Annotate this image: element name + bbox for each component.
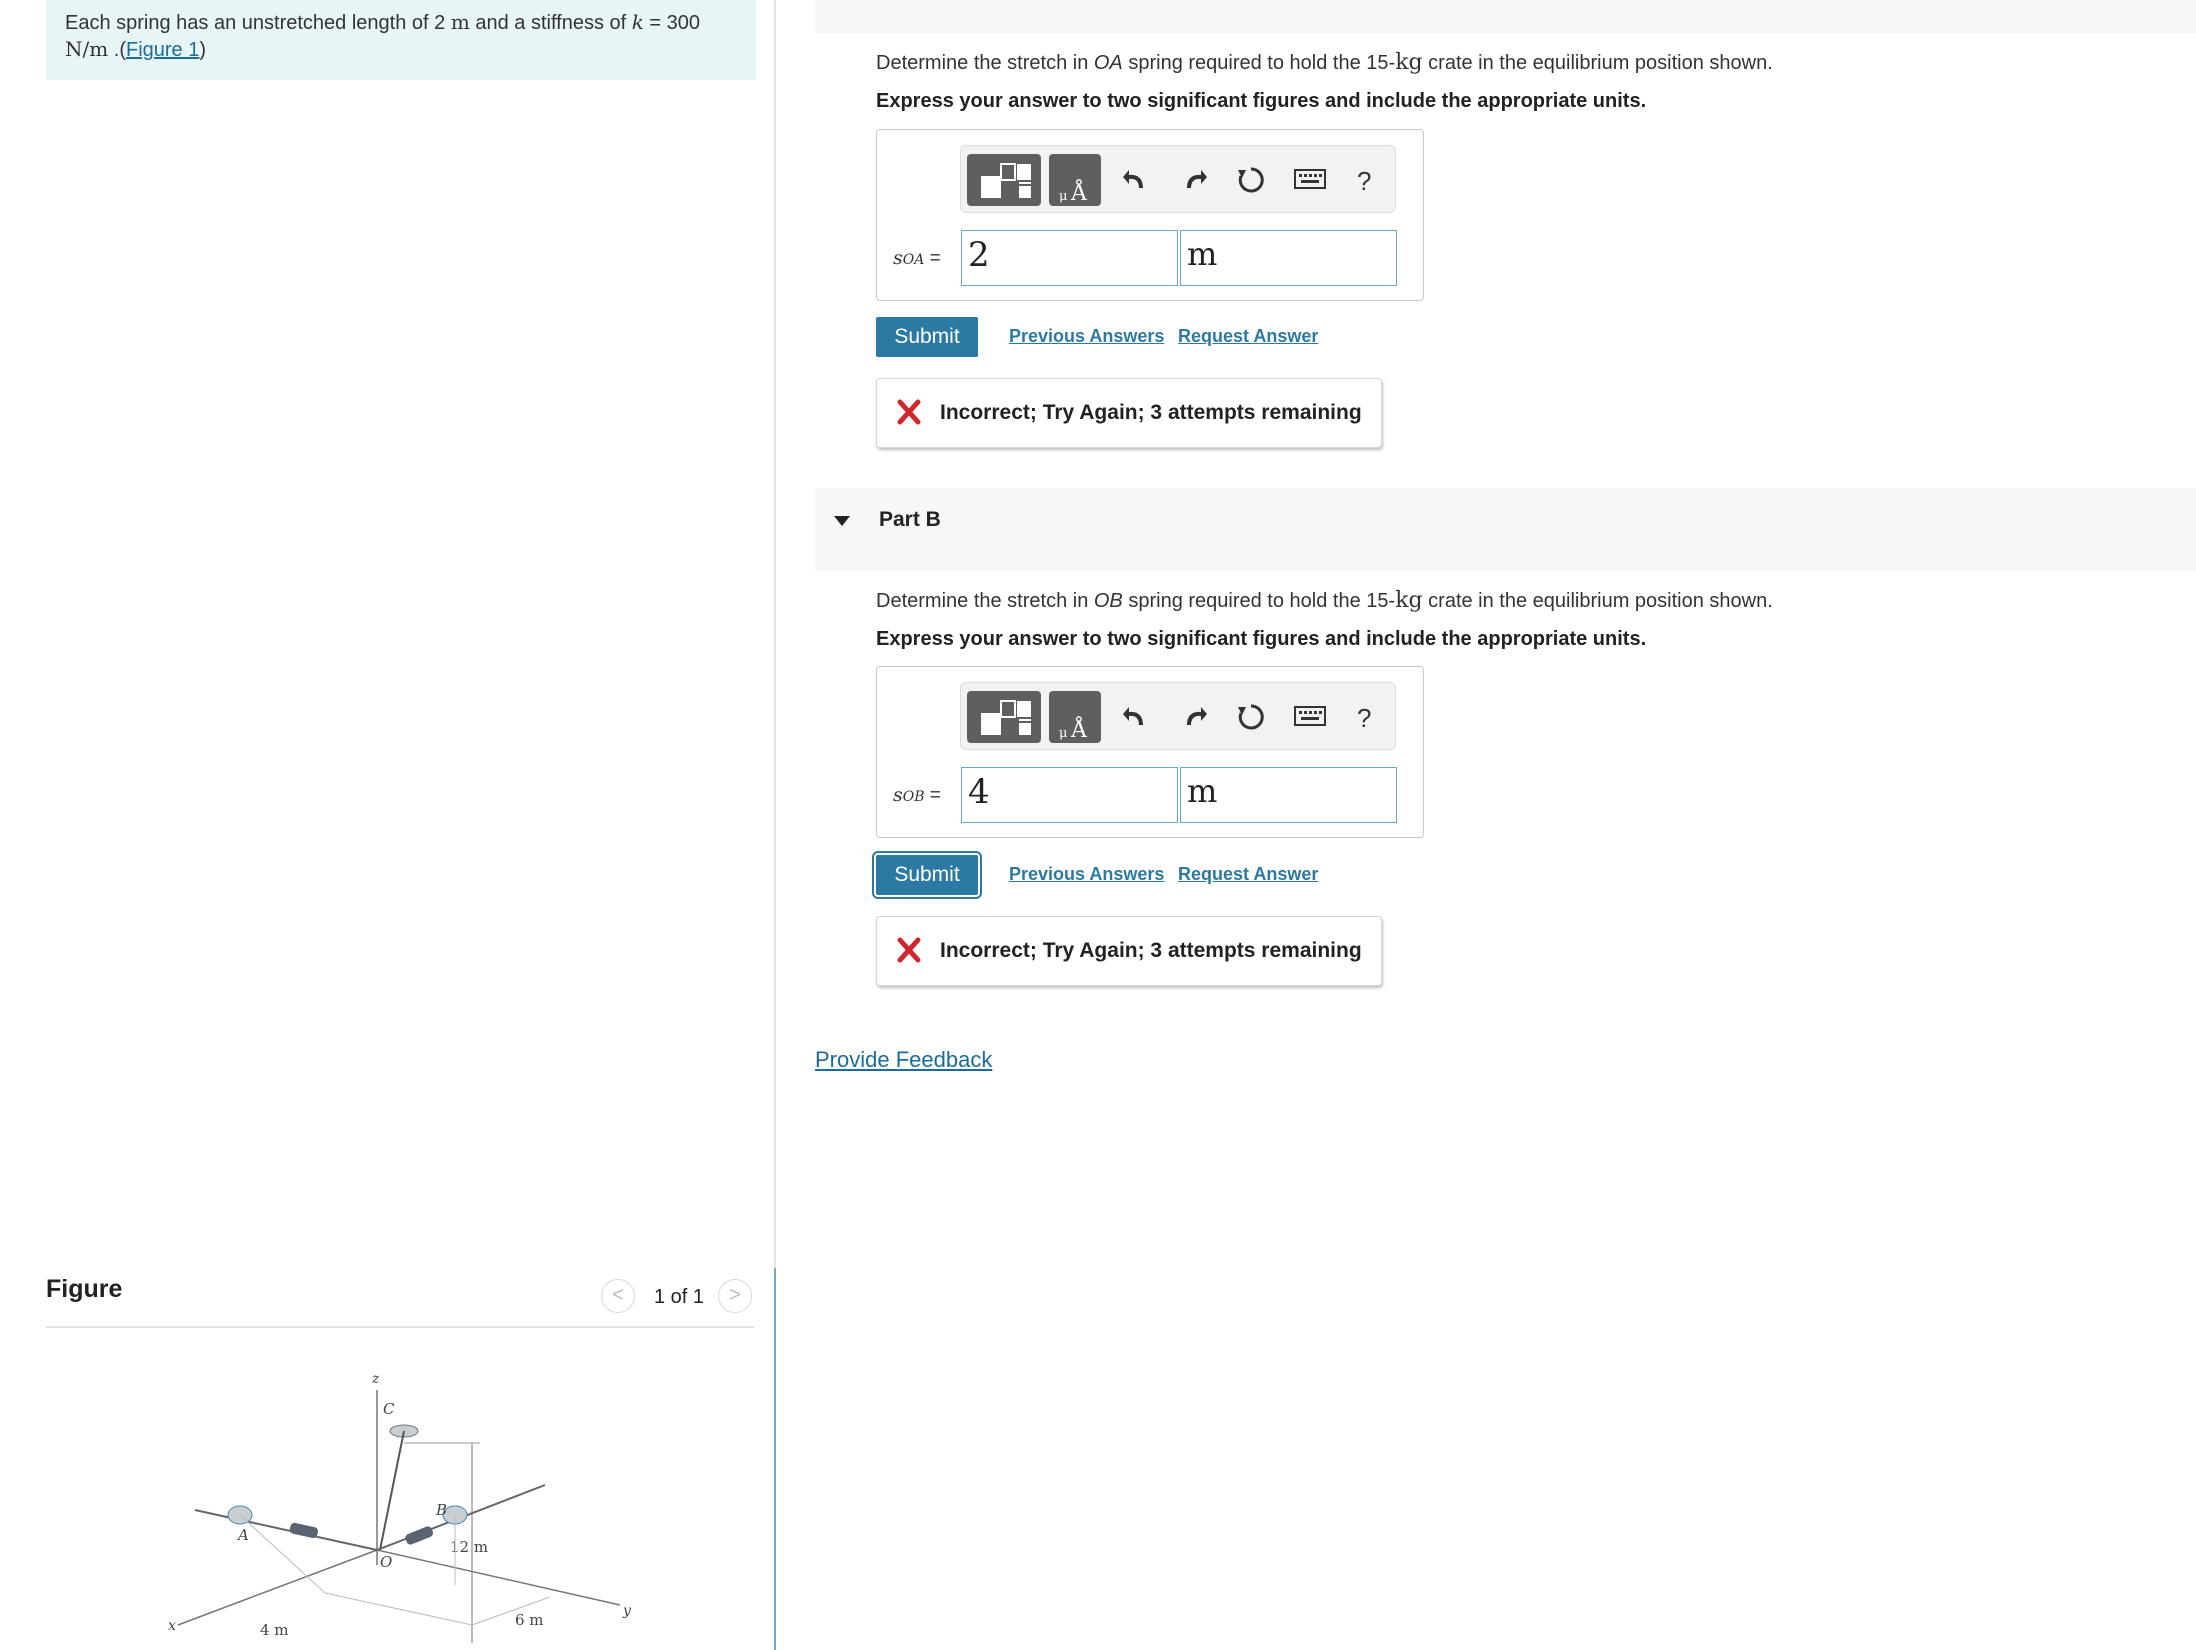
k-symbol: k (631, 10, 644, 34)
svg-text:μ: μ (1059, 189, 1068, 204)
svg-text:Å: Å (1071, 181, 1087, 206)
templates-button[interactable] (967, 154, 1041, 206)
y-label: y (623, 1603, 631, 1619)
part-a-answer-box (876, 129, 1424, 301)
figure-next-button[interactable]: > (718, 1279, 752, 1313)
units-button[interactable] (1049, 691, 1101, 743)
answer-value-input[interactable]: 4 (961, 767, 1178, 823)
feedback-message (876, 916, 1382, 986)
problem-text: Each spring has an unstretched length of 2 (65, 12, 451, 34)
part-b-instruction: Express your answer to two significant figures and include the appropriate units. (876, 628, 1647, 650)
part-b-question: Determine the stretch in OB spring required to hold the 15-kg crate in the equilibrium position shown. (876, 588, 1773, 613)
redo-icon[interactable] (1179, 701, 1209, 731)
answer-value-input[interactable]: 2 (961, 230, 1178, 286)
provide-feedback-link[interactable]: Provide Feedback (815, 1047, 993, 1072)
previous-answers-link[interactable]: Previous Answers (1009, 326, 1165, 346)
problem-statement (46, 0, 756, 80)
math-toolbar (960, 682, 1396, 750)
reset-icon[interactable] (1235, 164, 1267, 196)
variable-label: sOA = (893, 247, 941, 269)
request-answer-link[interactable]: Request Answer (1178, 326, 1319, 346)
submit-button[interactable]: Submit (876, 855, 978, 895)
svg-text:Å: Å (1071, 718, 1087, 743)
templates-icon (967, 154, 1041, 206)
redo-icon[interactable] (1179, 164, 1209, 194)
units-icon (1049, 691, 1101, 743)
z-label: z (372, 1371, 380, 1387)
dim-4-label: 4 m (260, 1621, 289, 1639)
k-unit: N/m (65, 37, 109, 61)
point-b-label: B (436, 1501, 448, 1519)
part-b-title[interactable]: Part B (879, 508, 941, 531)
part-a-header (815, 0, 2196, 33)
submit-button[interactable]: Submit (876, 317, 978, 357)
figure-pager: 1 of 1 (654, 1286, 705, 1308)
answer-unit-input[interactable]: m (1180, 230, 1397, 286)
cable-oc (380, 1431, 404, 1550)
problem-text-after: .( (108, 39, 126, 61)
templates-button[interactable] (967, 691, 1041, 743)
figure-prev-button[interactable]: < (601, 1279, 635, 1313)
math-toolbar (960, 145, 1396, 213)
dim-12-label: 12 m (450, 1538, 489, 1556)
feedback-text: Incorrect; Try Again; 3 attempts remaining (940, 939, 1362, 962)
x-axis (178, 1550, 377, 1625)
y-axis (377, 1550, 620, 1605)
error-icon (897, 937, 921, 963)
keyboard-icon[interactable] (1293, 701, 1327, 731)
units-button[interactable] (1049, 154, 1101, 206)
undo-icon[interactable] (1121, 164, 1151, 194)
undo-icon[interactable] (1121, 701, 1151, 731)
help-button[interactable]: ? (1357, 166, 1372, 196)
k-value: = 300 (643, 12, 701, 34)
units-icon (1049, 154, 1101, 206)
part-a-instruction: Express your answer to two significant figures and include the appropriate units. (876, 90, 1647, 112)
spring-oa (289, 1522, 319, 1539)
feedback-message (876, 378, 1382, 448)
previous-answers-link[interactable]: Previous Answers (1009, 864, 1165, 884)
point-c-label: C (383, 1400, 395, 1418)
collapse-caret-icon[interactable] (834, 516, 850, 526)
figure-diagram (150, 1365, 650, 1650)
error-icon (897, 399, 921, 425)
part-b-header[interactable] (815, 488, 2196, 571)
request-answer-link[interactable]: Request Answer (1178, 864, 1319, 884)
line-ao (195, 1510, 377, 1550)
problem-text-stiffness: and a stiffness of (469, 12, 632, 34)
variable-label: sOB = (893, 784, 941, 806)
dim-6-label: 6 m (515, 1611, 544, 1629)
reset-icon[interactable] (1235, 701, 1267, 733)
figure-link[interactable]: Figure 1 (125, 39, 200, 61)
close-paren: ) (199, 39, 207, 61)
figure-title: Figure (46, 1275, 123, 1303)
part-a-question: Determine the stretch in OA spring required to hold the 15-kg crate in the equilibrium position shown. (876, 50, 1773, 75)
point-o-label: O (380, 1553, 393, 1571)
part-b-answer-box (876, 666, 1424, 838)
figure-divider (46, 1326, 754, 1328)
keyboard-icon[interactable] (1293, 164, 1327, 194)
spring-ob (404, 1525, 434, 1546)
templates-icon (967, 691, 1041, 743)
help-button[interactable]: ? (1357, 703, 1372, 733)
feedback-text: Incorrect; Try Again; 3 attempts remaining (940, 401, 1362, 424)
svg-text:μ: μ (1059, 726, 1068, 741)
answer-unit-input[interactable]: m (1180, 767, 1397, 823)
column-divider-accent (774, 1268, 776, 1650)
x-label: x (168, 1618, 176, 1634)
point-a-label: A (238, 1526, 249, 1544)
length-unit: m (450, 10, 470, 34)
guide-ground (325, 1593, 472, 1625)
